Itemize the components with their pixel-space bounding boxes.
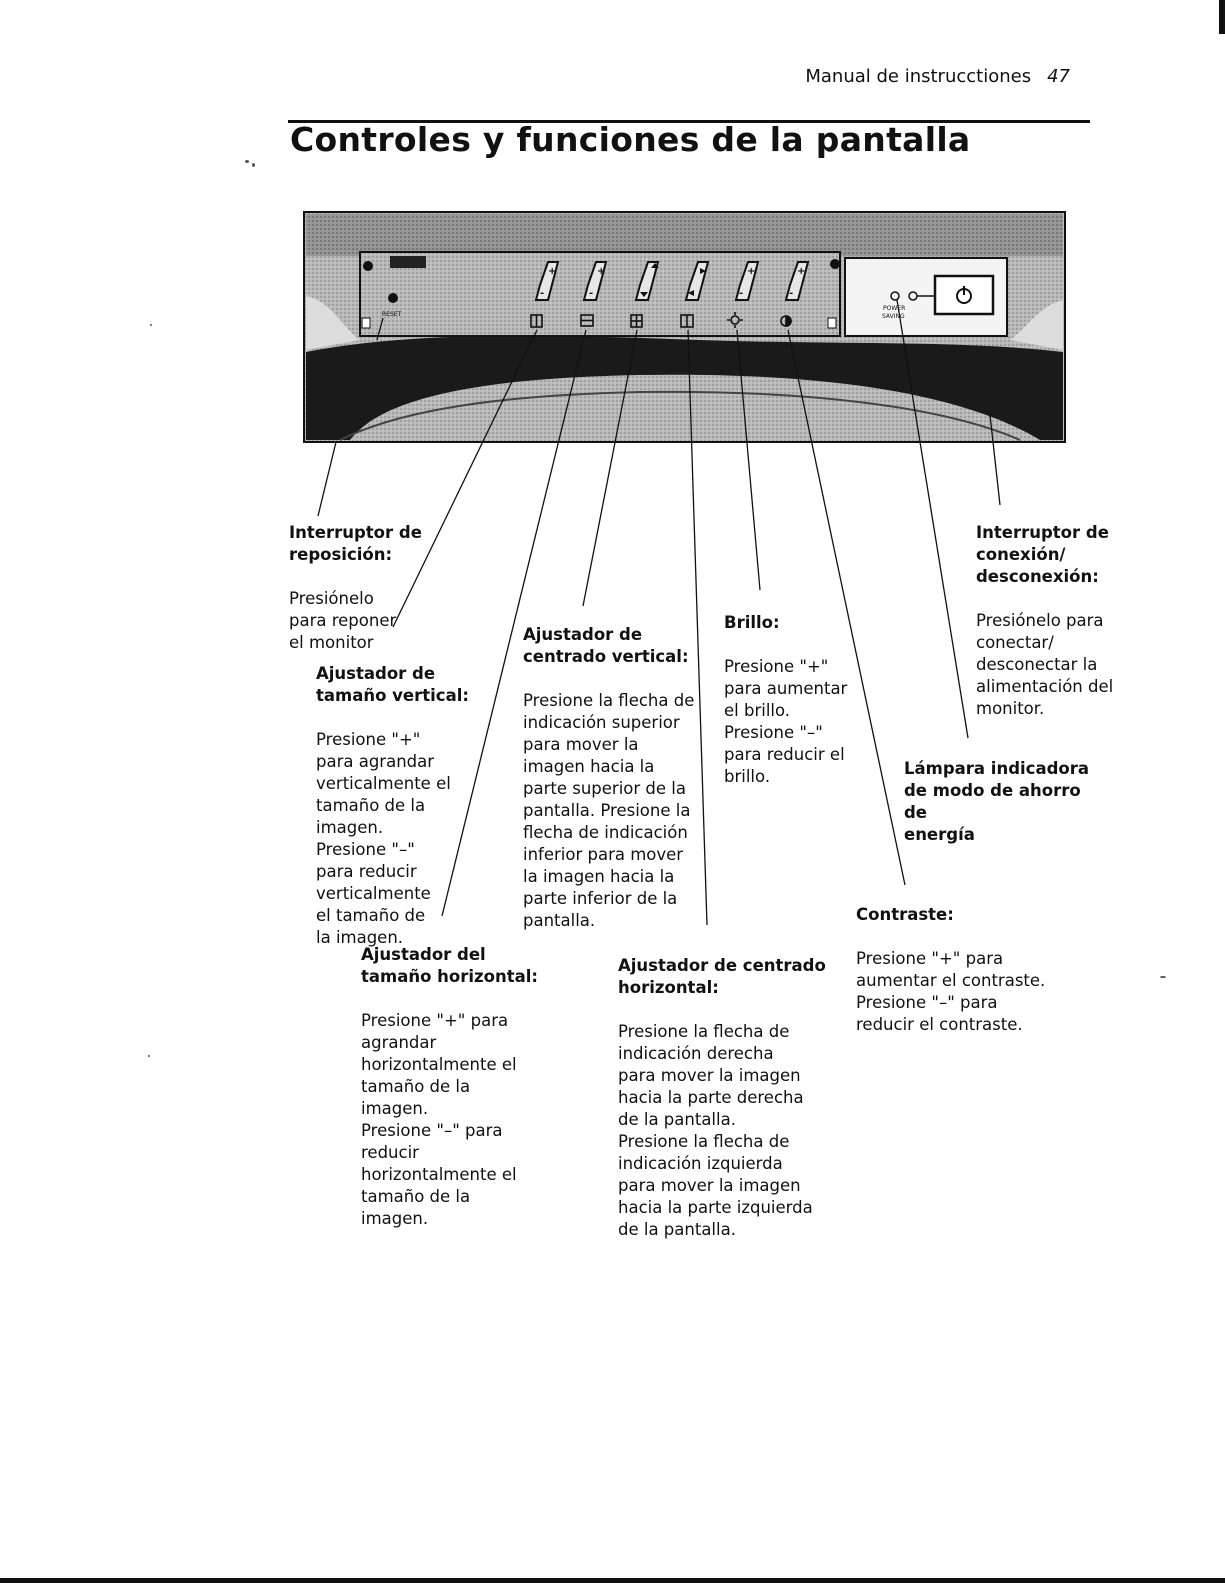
callout-brightness-desc: Presione "+" para aumentar el brillo. Presione "–" para reducir el brillo. xyxy=(724,657,848,786)
callout-hsize-desc: Presione "+" para agrandar horizontalmente el tamaño de la imagen. Presione "–" para reducir horizontalmente el tamaño de la imagen. xyxy=(361,1011,517,1228)
callout-contrast xyxy=(856,882,1076,1058)
callout-power-saving-lamp xyxy=(904,736,1104,868)
power-saving-label: SAVING xyxy=(882,313,905,320)
running-title: Manual de instrucctiones xyxy=(805,66,1032,87)
callout-power-desc: Presiónelo para conectar/ desconectar la alimentación del monitor. xyxy=(976,611,1114,718)
callout-vsize-label: Ajustador de tamaño vertical: xyxy=(316,664,469,705)
plus-sign: + xyxy=(797,266,806,277)
page-number: 47 xyxy=(1047,66,1070,87)
callout-hcenter-label: Ajustador de centrado horizontal: xyxy=(618,956,826,997)
callout-vertical-centering xyxy=(523,602,723,954)
plus-sign: + xyxy=(747,266,756,277)
page-title: Controles y funciones de la pantalla xyxy=(290,120,971,159)
callout-horizontal-size xyxy=(361,922,561,1252)
scan-bottom-edge xyxy=(0,1578,1225,1583)
minus-sign: - xyxy=(540,288,545,299)
callout-power-switch xyxy=(976,500,1136,742)
callout-lamp-label: Lámpara indicadora de modo de ahorro de energía xyxy=(904,759,1090,844)
callout-vcenter-label: Ajustador de centrado vertical: xyxy=(523,625,689,666)
minus-sign: - xyxy=(789,288,794,299)
callout-reset-desc: Presiónelo para reponer el monitor xyxy=(289,589,397,652)
callout-contrast-label: Contraste: xyxy=(856,905,954,924)
plus-sign: + xyxy=(548,266,557,277)
callout-horizontal-centering xyxy=(618,933,838,1263)
callout-contrast-desc: Presione "+" para aumentar el contraste. Presione "–" para reducir el contraste. xyxy=(856,949,1046,1034)
callout-brightness xyxy=(724,590,874,810)
power-saving-label: POWER xyxy=(883,305,906,312)
reset-button-label: RESET xyxy=(382,311,402,318)
callout-reset-label: Interruptor de reposición: xyxy=(289,523,422,564)
minus-sign: - xyxy=(589,288,594,299)
callout-vcenter-desc: Presione la flecha de indicación superior para mover la imagen hacia la parte superior de la pantalla. Presione la flecha de indicación inferior para mover la imagen hacia la parte inferior de la pantalla. xyxy=(523,691,695,930)
callout-hcenter-desc: Presione la flecha de indicación derecha para mover la imagen hacia la parte derecha de la pantalla. Presione la flecha de indicación izquierda para mover la imagen hacia la parte izquierda de la pantalla. xyxy=(618,1022,813,1239)
callout-vsize-desc: Presione "+" para agrandar verticalmente el tamaño de la imagen. Presione "–" para reducir verticalmente el tamaño de la imagen. xyxy=(316,730,451,947)
callout-power-label: Interruptor de conexión/ desconexión: xyxy=(976,523,1109,586)
minus-sign: - xyxy=(739,288,744,299)
callout-hsize-label: Ajustador del tamaño horizontal: xyxy=(361,945,539,986)
callout-brightness-label: Brillo: xyxy=(724,613,780,632)
plus-sign: + xyxy=(597,266,606,277)
